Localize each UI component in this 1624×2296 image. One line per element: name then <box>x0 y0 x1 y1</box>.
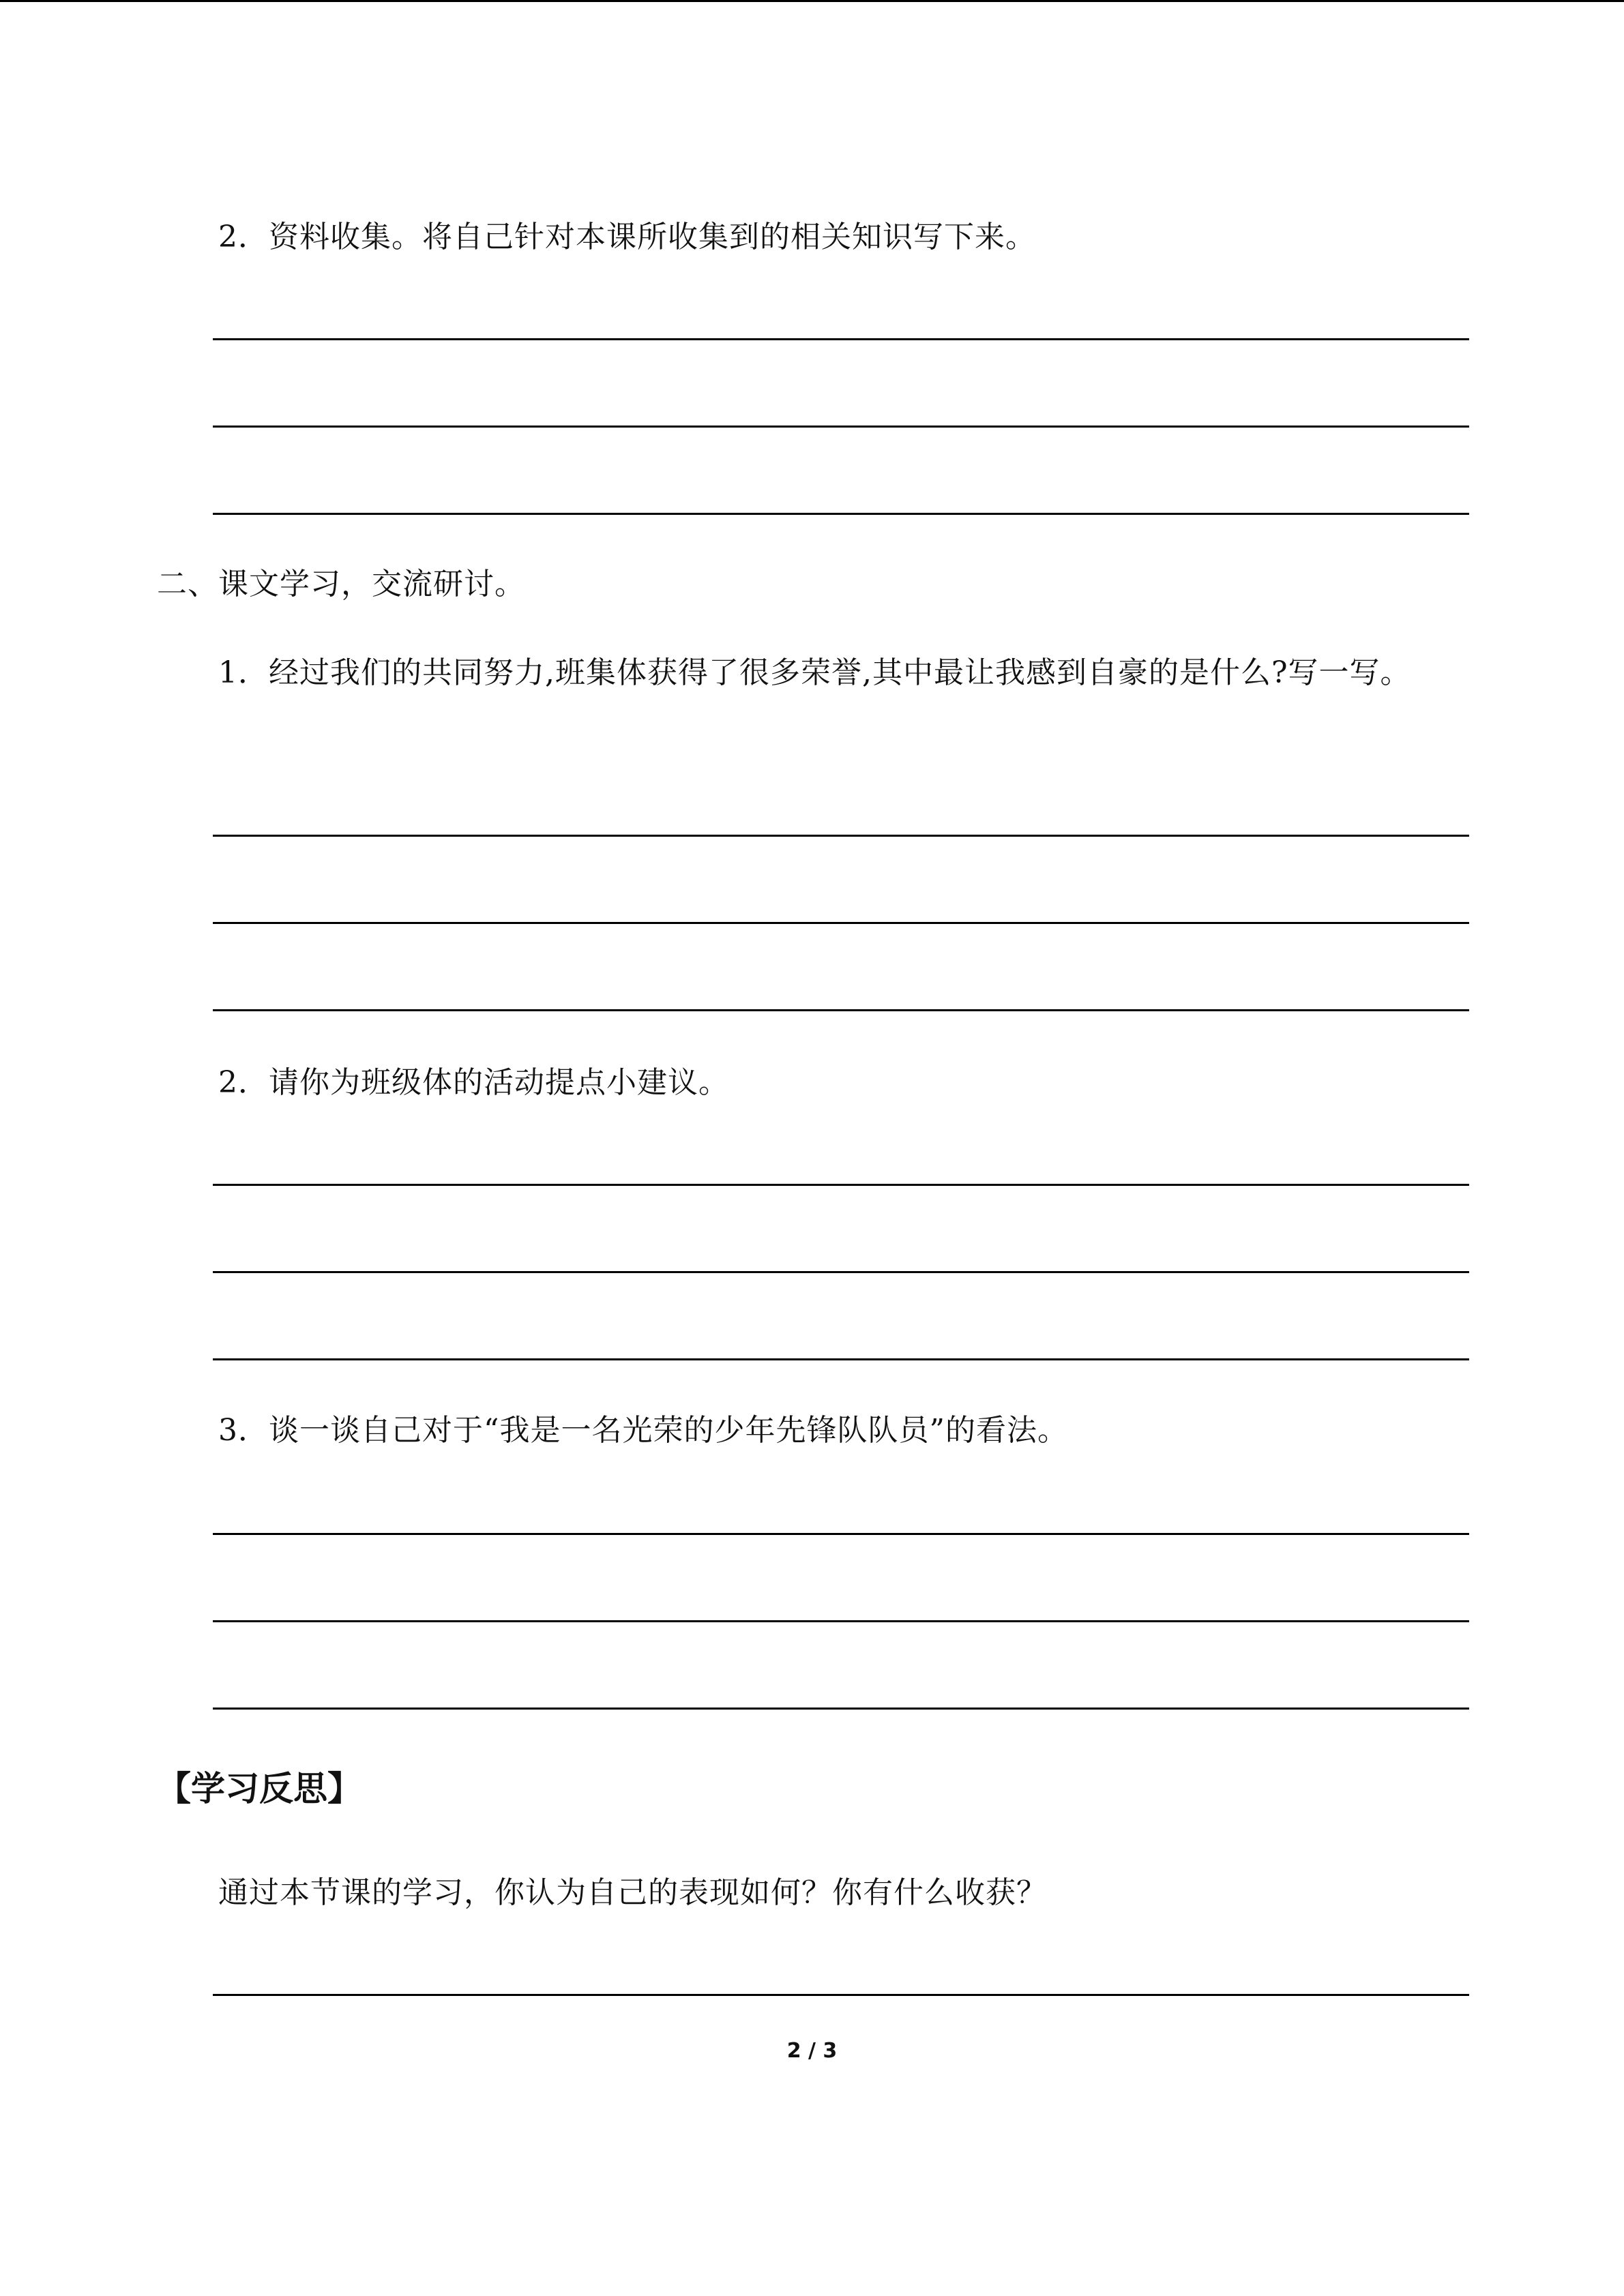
question-class-honors: 1．经过我们的共同努力,班集体获得了很多荣誉,其中最让我感到自豪的是什么?写一写。 <box>218 655 1411 690</box>
answer-line[interactable] <box>213 922 1469 924</box>
answer-line[interactable] <box>213 835 1469 837</box>
answer-line[interactable] <box>213 426 1469 428</box>
section-heading-text-study: 二、课文学习，交流研讨。 <box>157 567 525 601</box>
answer-line[interactable] <box>213 1620 1469 1622</box>
question-self-reflection: 通过本节课的学习，你认为自己的表现如何？你有什么收获？ <box>218 1875 1047 1910</box>
section-heading-reflection: 【学习反思】 <box>157 1769 361 1808</box>
answer-line[interactable] <box>213 1533 1469 1535</box>
answer-line[interactable] <box>213 1184 1469 1186</box>
answer-line[interactable] <box>213 338 1469 340</box>
question-young-pioneer-views: 3．谈一谈自己对于“我是一名光荣的少年先锋队队员”的看法。 <box>218 1413 1068 1448</box>
question-class-activity-suggestions: 2．请你为班级体的活动提点小建议。 <box>218 1065 729 1100</box>
answer-line[interactable] <box>213 1994 1469 1996</box>
answer-line[interactable] <box>213 1358 1469 1360</box>
answer-line[interactable] <box>213 1271 1469 1273</box>
page-indicator: 2 / 3 <box>786 2039 838 2063</box>
question-resource-collection: 2．资料收集。将自己针对本课所收集到的相关知识写下来。 <box>218 220 1036 254</box>
answer-line[interactable] <box>213 1708 1469 1710</box>
answer-line[interactable] <box>213 513 1469 515</box>
top-border <box>0 0 1624 2</box>
answer-line[interactable] <box>213 1009 1469 1011</box>
